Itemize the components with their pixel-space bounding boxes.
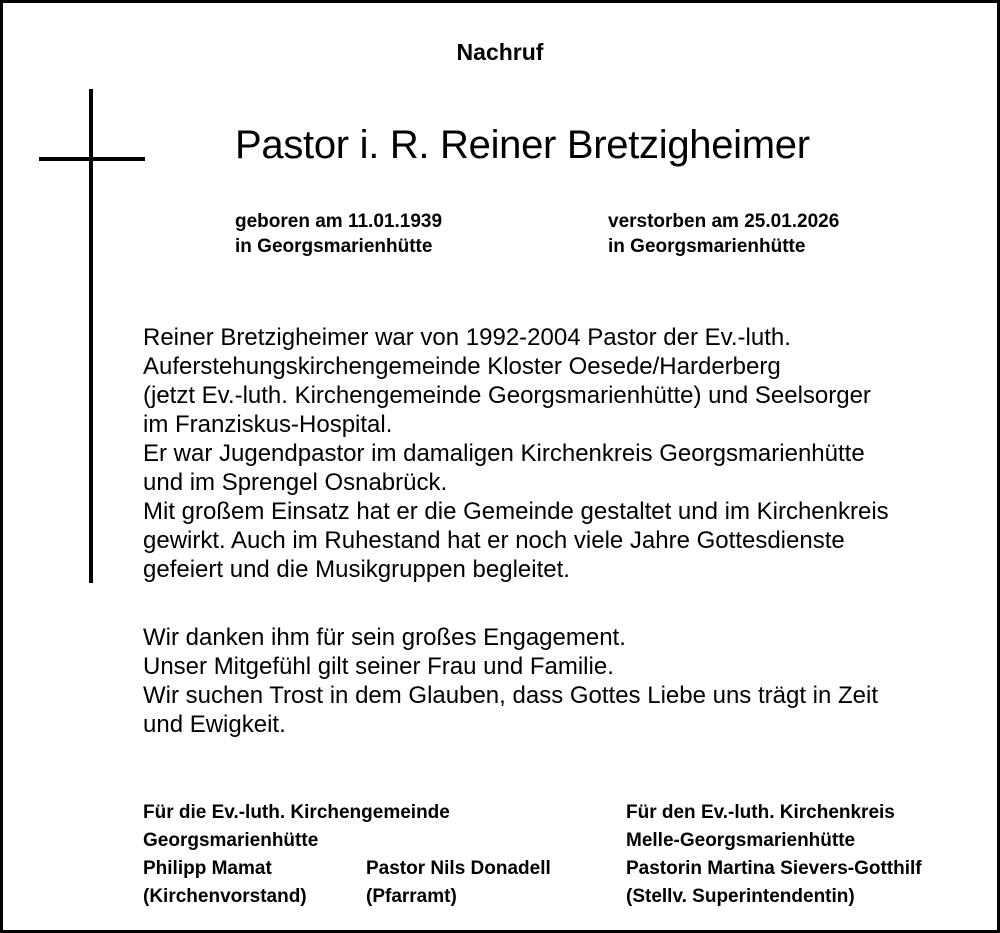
closing-text: [143, 623, 973, 739]
signature-district: [626, 799, 922, 911]
biography-line: Auferstehungskirchengemeinde Kloster Oesede/Harderberg: [143, 353, 781, 380]
closing-line: Wir danken ihm für sein großes Engagement.: [143, 624, 626, 651]
biography-line: Reiner Bretzigheimer war von 1992-2004 Pastor der Ev.-luth.: [143, 324, 791, 351]
biography-line: im Franziskus-Hospital.: [143, 411, 393, 438]
signature-signer2: [366, 855, 551, 911]
biography-line: Er war Jugendpastor im damaligen Kirchenkreis Georgsmarienhütte: [143, 440, 865, 467]
signature-congregation: [143, 799, 450, 855]
biography-line: Mit großem Einsatz hat er die Gemeinde gestaltet und im Kirchenkreis: [143, 498, 889, 525]
signer2-role: (Pfarramt): [366, 886, 457, 907]
biography-line: (jetzt Ev.-luth. Kirchengemeinde Georgsmarienhütte) und Seelsorger: [143, 382, 871, 409]
congregation-line1: Für die Ev.-luth. Kirchengemeinde: [143, 802, 450, 823]
birth-place: in Georgsmarienhütte: [235, 236, 433, 257]
biography-line: und im Sprengel Osnabrück.: [143, 469, 448, 496]
deceased-name: Pastor i. R. Reiner Bretzigheimer: [235, 123, 810, 167]
congregation-line2: Georgsmarienhütte: [143, 830, 319, 851]
district-signer-name: Pastorin Martina Sievers-Gotthilf: [626, 858, 922, 879]
biography-line: gewirkt. Auch im Ruhestand hat er noch viele Jahre Gottesdienste: [143, 527, 845, 554]
signature-signer1: [143, 855, 307, 911]
signer2-name: Pastor Nils Donadell: [366, 858, 551, 879]
death-place: in Georgsmarienhütte: [608, 236, 806, 257]
signer1-role: (Kirchenvorstand): [143, 886, 307, 907]
district-signer-role: (Stellv. Superintendentin): [626, 886, 855, 907]
birth-info: [235, 209, 442, 259]
closing-line: Wir suchen Trost in dem Glauben, dass Gottes Liebe uns trägt in Zeit: [143, 682, 879, 709]
death-date: verstorben am 25.01.2026: [608, 211, 840, 232]
district-line1: Für den Ev.-luth. Kirchenkreis: [626, 802, 895, 823]
district-line2: Melle-Georgsmarienhütte: [626, 830, 856, 851]
signer1-name: Philipp Mamat: [143, 858, 272, 879]
biography-text: [143, 323, 973, 584]
biography-line: gefeiert und die Musikgruppen begleitet.: [143, 556, 570, 583]
closing-line: Unser Mitgefühl gilt seiner Frau und Familie.: [143, 653, 614, 680]
notice-heading: Nachruf: [456, 39, 544, 65]
death-info: [608, 209, 839, 259]
closing-line: und Ewigkeit.: [143, 711, 286, 738]
birth-date: geboren am 11.01.1939: [235, 211, 443, 232]
cross-horizontal-bar: [39, 157, 145, 161]
cross-vertical-bar: [89, 89, 93, 583]
